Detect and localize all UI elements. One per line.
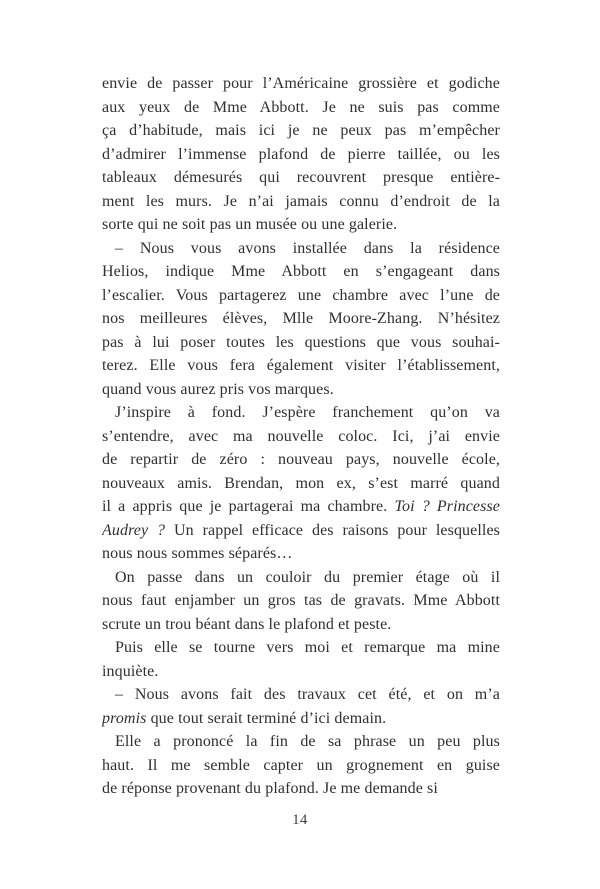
text-line: tableaux démesurés qui recouvrent presque entière- (102, 169, 500, 186)
text-line: Audrey ? Un rappel efficace des raisons pour lesquelles (102, 521, 500, 539)
text-block (102, 72, 500, 801)
text-line: aux yeux de Mme Abbott. Je ne suis pas comme (102, 98, 500, 116)
text-line: terez. Elle vous fera également visiter l’établissement, (102, 357, 500, 374)
text-line: de réponse provenant du plafond. Je me demande si (102, 780, 438, 797)
paragraph (102, 237, 500, 402)
paragraph (102, 566, 500, 637)
text-line: s’entendre, avec ma nouvelle coloc. Ici, j’ai envie (102, 427, 500, 445)
text-line: nous faut enjamber un gros tas de gravats. Mme Abbott (102, 592, 500, 609)
text-line: il a appris que je partagerai ma chambre. Toi ? Princesse (102, 498, 500, 515)
text-line: l’escalier. Vous partagerez une chambre avec l’une de (102, 286, 500, 304)
text-line: nous nous sommes séparés… (102, 545, 293, 562)
text-line: ment les murs. Je n’ai jamais connu d’endroit de la (102, 192, 500, 210)
paragraph (102, 683, 500, 730)
text-line: scrute un trou béant dans le plafond et peste. (102, 615, 392, 633)
text-line: haut. Il me semble capter un grognement en guise (102, 756, 500, 774)
text-line: envie de passer pour l’Américaine grossière et godiche (102, 75, 500, 92)
text-line: sorte qui ne soit pas un musée ou une galerie. (102, 216, 398, 233)
text-line: Puis elle se tourne vers moi et remarque ma mine (115, 639, 500, 656)
paragraph (102, 401, 500, 566)
text-line: – Nous vous avons installée dans la résidence (115, 239, 500, 257)
text-line: Helios, indique Mme Abbott en s’engageant dans (102, 263, 500, 280)
text-line: On passe dans un couloir du premier étage où il (115, 568, 500, 586)
text-line: d’admirer l’immense plafond de pierre taillée, ou les (102, 145, 500, 163)
text-line: inquiète. (102, 662, 159, 680)
text-line: nos meilleures élèves, Mlle Moore-Zhang. N’hésitez (102, 310, 500, 327)
paragraph (102, 636, 500, 683)
page-number: 14 (292, 812, 308, 828)
text-line: J’inspire à fond. J’espère franchement qu’on va (115, 404, 500, 421)
text-line: de repartir de zéro : nouveau pays, nouvelle école, (102, 451, 500, 468)
paragraph (102, 730, 500, 801)
text-line: nouveaux amis. Brendan, mon ex, s’est marré quand (102, 474, 500, 492)
text-line: – Nous avons fait des travaux cet été, et on m’a (115, 686, 500, 703)
text-line: Elle a prononcé la fin de sa phrase un peu plus (115, 733, 500, 750)
text-line: promis que tout serait terminé d’ici demain. (102, 709, 387, 727)
text-line: quand vous aurez pris vos marques. (102, 380, 334, 398)
text-line: ça d’habitude, mais ici je ne peux pas m’empêcher (102, 122, 500, 139)
text-line: pas à lui poser toutes les questions que vous souhai- (102, 333, 500, 351)
paragraph (102, 72, 500, 237)
